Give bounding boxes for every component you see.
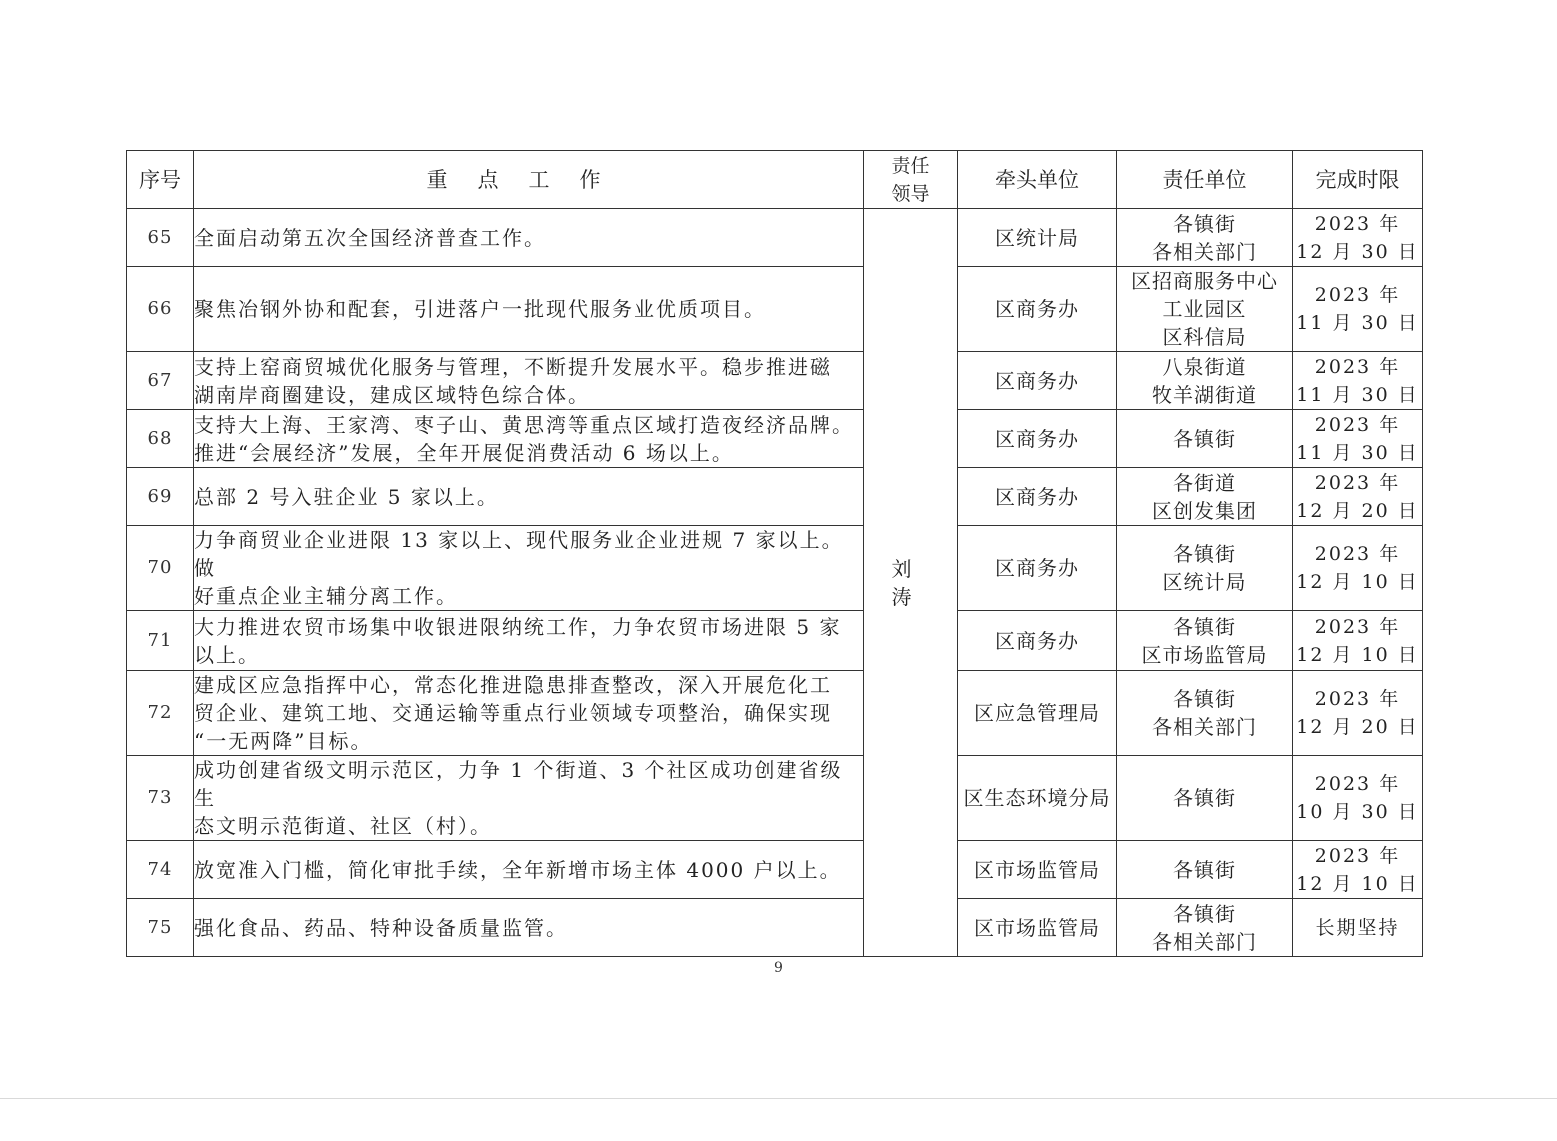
resp-unit-cell-line: 八泉街道 <box>1162 354 1247 379</box>
resp-unit-cell-line: 各镇街 <box>1173 857 1236 882</box>
resp-unit-cell <box>1117 841 1293 899</box>
resp-unit-cell <box>1117 756 1293 841</box>
deadline-cell-line: 2023 年 <box>1314 688 1401 710</box>
resp-unit-cell-line: 各相关部门 <box>1152 929 1257 954</box>
resp-unit-cell-line: 各镇街 <box>1173 901 1236 926</box>
resp-unit-cell-line: 各镇街 <box>1173 786 1236 810</box>
lead-unit-cell: 区应急管理局 <box>958 671 1117 756</box>
resp-unit-cell <box>1117 410 1293 468</box>
task-cell-line: 以上。 <box>194 642 260 667</box>
resp-unit-cell <box>1117 671 1293 756</box>
row-number: 66 <box>127 267 194 352</box>
deadline-cell-line: 2023 年 <box>1314 543 1401 565</box>
header-deadline: 完成时限 <box>1293 151 1423 209</box>
resp-unit-cell <box>1117 209 1293 267</box>
resp-unit-cell-line: 工业园区 <box>1162 297 1247 321</box>
header-lead-unit: 牵头单位 <box>958 151 1117 209</box>
resp-unit-cell-line: 各相关部门 <box>1152 715 1257 739</box>
row-number: 69 <box>127 468 194 526</box>
row-number: 72 <box>127 671 194 756</box>
task-cell-line: “一无两降”目标。 <box>194 729 373 753</box>
lead-unit-cell: 区商务办 <box>958 410 1117 468</box>
resp-unit-cell <box>1117 899 1293 957</box>
task-cell <box>194 841 864 899</box>
deadline-cell <box>1293 410 1423 468</box>
task-cell <box>194 526 864 611</box>
table-row <box>127 468 1423 526</box>
header-leader-line-2: 领导 <box>891 182 930 205</box>
deadline-cell-line: 11 月 30 日 <box>1296 312 1419 334</box>
task-cell-line: 好重点企业主辅分离工作。 <box>194 584 458 608</box>
task-cell-line: 成功创建省级文明示范区，力争 1 个街道、3 个社区成功创建省级生 <box>194 758 843 810</box>
task-cell-line: 力争商贸业企业进限 13 家以上、现代服务业企业进规 7 家以上。做 <box>194 528 844 580</box>
task-cell-line: 支持上窑商贸城优化服务与管理，不断提升发展水平。稳步推进磁 <box>194 354 832 379</box>
deadline-cell-line: 2023 年 <box>1314 355 1401 378</box>
deadline-cell-line: 2023 年 <box>1314 413 1401 436</box>
resp-unit-cell <box>1117 526 1293 611</box>
resp-unit-cell-line: 区统计局 <box>1162 570 1247 594</box>
deadline-cell-line: 12 月 10 日 <box>1296 872 1419 895</box>
resp-unit-cell-line: 区科信局 <box>1162 325 1247 349</box>
lead-unit-cell: 区商务办 <box>958 526 1117 611</box>
deadline-cell <box>1293 209 1423 267</box>
bottom-rule <box>0 1098 1557 1099</box>
deadline-cell-line: 12 月 20 日 <box>1296 499 1419 522</box>
task-cell-line: 贸企业、建筑工地、交通运输等重点行业领域专项整治，确保实现 <box>194 701 832 725</box>
task-cell-line: 推进“会展经济”发展，全年开展促消费活动 6 场以上。 <box>194 440 734 465</box>
resp-unit-cell-line: 各镇街 <box>1173 426 1236 451</box>
lead-unit-cell: 区商务办 <box>958 352 1117 410</box>
deadline-cell <box>1293 352 1423 410</box>
task-cell-line: 聚焦冶钢外协和配套，引进落户一批现代服务业优质项目。 <box>194 297 766 321</box>
deadline-cell-line: 2023 年 <box>1314 773 1401 795</box>
deadline-cell-line: 12 月 30 日 <box>1296 240 1419 263</box>
resp-unit-cell-line: 区市场监管局 <box>1141 642 1268 667</box>
lead-unit-cell: 区统计局 <box>958 209 1117 267</box>
deadline-cell <box>1293 899 1423 957</box>
deadline-cell-line: 2023 年 <box>1314 844 1401 867</box>
page-number: 9 <box>774 960 783 976</box>
row-number: 65 <box>127 209 194 267</box>
task-cell-line: 态文明示范街道、社区（村）。 <box>194 814 492 838</box>
table-row <box>127 841 1423 899</box>
lead-unit-cell: 区市场监管局 <box>958 899 1117 957</box>
lead-unit-cell: 区商务办 <box>958 611 1117 671</box>
deadline-cell-line: 12 月 10 日 <box>1296 571 1419 593</box>
deadline-cell-line: 2023 年 <box>1314 212 1401 235</box>
resp-unit-cell-line: 各镇街 <box>1173 614 1236 639</box>
deadline-cell <box>1293 756 1423 841</box>
deadline-cell <box>1293 526 1423 611</box>
lead-unit-cell: 区商务办 <box>958 267 1117 352</box>
task-cell-line: 大力推进农贸市场集中收银进限纳统工作，力争农贸市场进限 5 家 <box>194 614 842 639</box>
deadline-cell <box>1293 841 1423 899</box>
leader-cell: 刘 涛 <box>864 209 958 957</box>
resp-unit-cell <box>1117 611 1293 671</box>
header-resp-unit: 责任单位 <box>1117 151 1293 209</box>
header-row <box>127 151 1423 209</box>
task-cell <box>194 756 864 841</box>
row-number: 75 <box>127 899 194 957</box>
task-cell-line: 全面启动第五次全国经济普查工作。 <box>194 225 546 250</box>
deadline-cell-line: 2023 年 <box>1314 615 1401 638</box>
table-row <box>127 611 1423 671</box>
header-leader <box>864 151 958 209</box>
row-number: 67 <box>127 352 194 410</box>
resp-unit-cell-line: 各相关部门 <box>1152 239 1257 264</box>
resp-unit-cell <box>1117 468 1293 526</box>
deadline-cell-line: 12 月 20 日 <box>1296 716 1419 738</box>
resp-unit-cell-line: 各街道 <box>1173 470 1236 495</box>
resp-unit-cell-line: 各镇街 <box>1173 211 1236 236</box>
row-number: 73 <box>127 756 194 841</box>
table-row <box>127 209 1423 267</box>
task-cell <box>194 410 864 468</box>
task-cell <box>194 352 864 410</box>
task-cell-line: 总部 2 号入驻企业 5 家以上。 <box>194 484 499 509</box>
deadline-cell-line: 2023 年 <box>1314 284 1401 306</box>
header-no: 序号 <box>127 151 194 209</box>
table-body <box>127 209 1423 957</box>
task-cell-line: 放宽准入门槛，简化审批手续，全年新增市场主体 4000 户以上。 <box>194 857 842 882</box>
deadline-cell <box>1293 671 1423 756</box>
deadline-cell <box>1293 267 1423 352</box>
deadline-cell-line: 2023 年 <box>1314 471 1401 494</box>
resp-unit-cell-line: 各镇街 <box>1173 687 1236 711</box>
header-leader-line-1: 责任 <box>891 154 930 177</box>
table-row <box>127 352 1423 410</box>
task-cell <box>194 899 864 957</box>
row-number: 70 <box>127 526 194 611</box>
lead-unit-cell: 区商务办 <box>958 468 1117 526</box>
deadline-cell <box>1293 611 1423 671</box>
table-row <box>127 410 1423 468</box>
table-row <box>127 526 1423 611</box>
resp-unit-cell <box>1117 352 1293 410</box>
task-cell-line: 强化食品、药品、特种设备质量监管。 <box>194 915 568 940</box>
task-cell <box>194 468 864 526</box>
deadline-cell-line: 11 月 30 日 <box>1296 383 1419 406</box>
resp-unit-cell-line: 区招商服务中心 <box>1131 269 1278 293</box>
row-number: 71 <box>127 611 194 671</box>
deadline-cell-line: 10 月 30 日 <box>1296 801 1419 823</box>
deadline-cell-line: 12 月 10 日 <box>1296 643 1419 666</box>
resp-unit-cell-line: 牧羊湖街道 <box>1152 382 1257 407</box>
row-number: 74 <box>127 841 194 899</box>
table-row <box>127 899 1423 957</box>
table-row <box>127 267 1423 352</box>
resp-unit-cell-line: 区创发集团 <box>1152 498 1257 523</box>
header-task: 重点工作 <box>194 151 864 209</box>
lead-unit-cell: 区生态环境分局 <box>958 756 1117 841</box>
table-row <box>127 671 1423 756</box>
task-cell <box>194 267 864 352</box>
deadline-cell <box>1293 468 1423 526</box>
row-number: 68 <box>127 410 194 468</box>
task-cell <box>194 611 864 671</box>
lead-unit-cell: 区市场监管局 <box>958 841 1117 899</box>
resp-unit-cell-line: 各镇街 <box>1173 542 1236 566</box>
task-cell-line: 湖南岸商圈建设，建成区域特色综合体。 <box>194 382 590 407</box>
task-cell-line: 建成区应急指挥中心，常态化推进隐患排查整改，深入开展危化工 <box>194 673 832 697</box>
key-tasks-table <box>126 150 1423 957</box>
task-cell-line: 支持大上海、王家湾、枣子山、黄思湾等重点区域打造夜经济品牌。 <box>194 412 854 437</box>
task-cell <box>194 671 864 756</box>
task-cell <box>194 209 864 267</box>
resp-unit-cell <box>1117 267 1293 352</box>
deadline-cell-line: 长期坚持 <box>1315 916 1400 939</box>
table-row <box>127 756 1423 841</box>
deadline-cell-line: 11 月 30 日 <box>1296 441 1419 464</box>
